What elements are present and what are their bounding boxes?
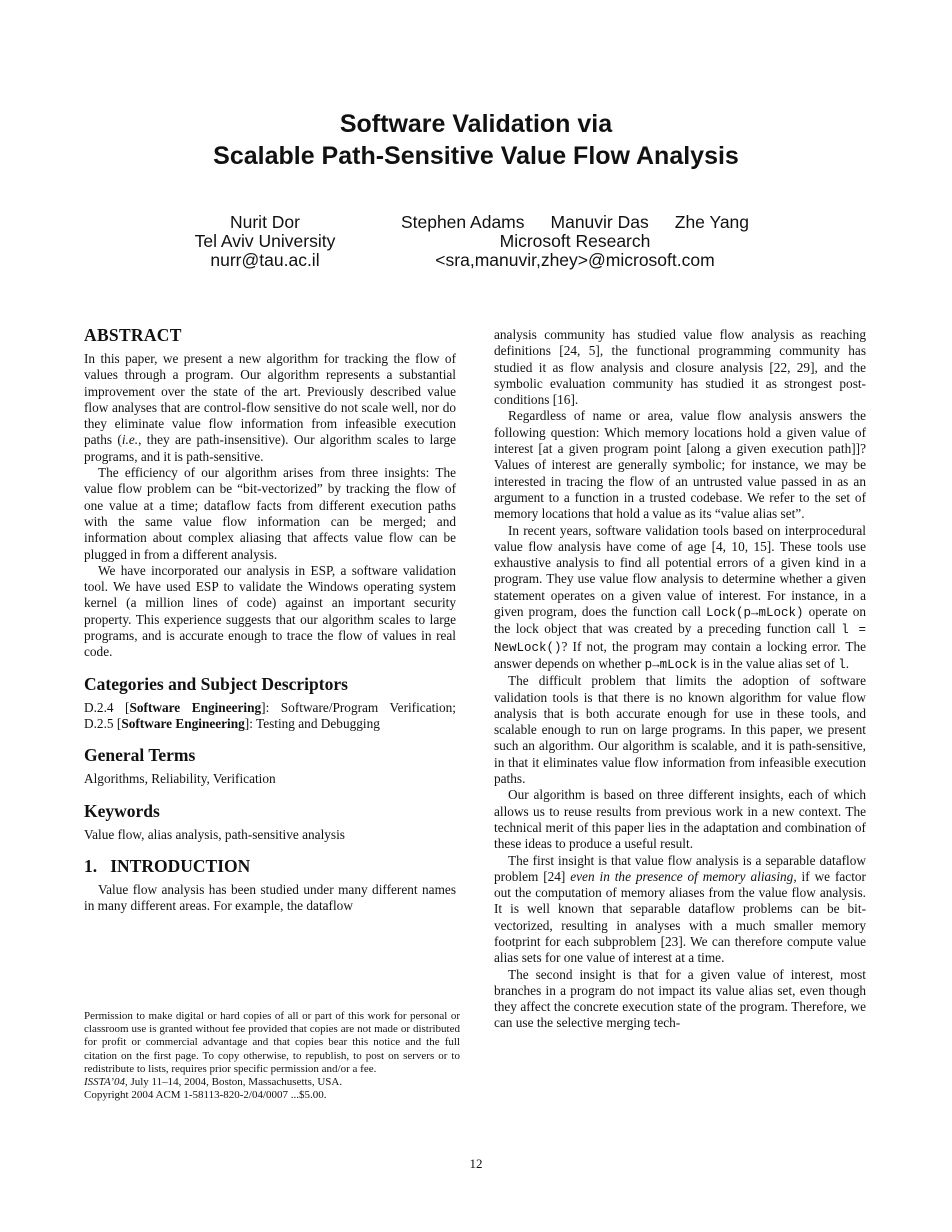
acm-copyright: Copyright 2004 ACM 1-58113-820-2/04/0007 ...$5.00. [84,1089,327,1102]
categories-heading: Categories and Subject Descriptors [84,673,348,694]
intro-paragraph: In recent years, software validation tools based on interprocedural value flow analysis have come of age [4, 10, 15]. These tools use exhaustive analysis to find all potential errors of a given kind in a program. They use value flow analysis to determine whether a given statement operates on a given value of interest. For instance, in a given program, does the function call Lock(p→mLock) operate on the lock object that was created by a preceding function call l = NewLock()? If not, the program may contain a locking error. The answer depends on whether p→mLock is in the value alias set of l. [494,522,866,672]
author-name: Zhe Yang [674,212,750,232]
intro-paragraph: Regardless of name or area, value flow analysis answers the following question: Which memory locations hold a given value of interest [at a given program point [along a given execution path]]? Values of interest are generally symbolic; for instance, we may be interested in tracing the flow of an untrusted value passed in as an argument to a function in a trusted codebase. We refer to the set of memory locations that hold a value as its “value alias set”. [494,408,866,522]
intro-paragraph: Value flow analysis has been studied under many different names in many different areas. For example, the dataflow [84,881,456,914]
left-column [84,325,456,914]
abstract-paragraph: The efficiency of our algorithm arises from three insights: The value flow problem can be “bit-vectorized” by tracking the flow of one value at a time; dataflow facts from different execution paths with the same value flow information can be merged; and information about complex aliasing that affects value flow can be plugged in from a different analysis. [84,465,456,562]
author-affiliation: Microsoft Research [499,231,651,251]
general-terms-heading: General Terms [84,745,196,766]
code-snippet: Lock(p→mLock) [706,606,804,621]
general-terms-text: Algorithms, Reliability, Verification [84,771,276,787]
intro-paragraph: The first insight is that value flow analysis is a separable dataflow problem [24] even in the presence of memory aliasing, if we factor out the computation of memory aliases from the value flow analysis. It is well known that separable dataflow problems can be bit-vectorized, resulting in analyses with a much smaller memory footprint for each subproblem [23]. We can therefore compute value alias sets for one value of interest at a time. [494,852,866,966]
author-block-msr [370,213,780,270]
abstract-paragraph: We have incorporated our analysis in ESP, a software validation tool. We have used ESP to validate the Windows operating system kernel (a million lines of code) against an important security property. This experience suggests that our algorithm scales to large programs, and is accurate enough to trace the flow of values in real code. [84,562,456,660]
code-snippet: p→mLock [644,657,698,672]
code-snippet: l = NewLock() [494,623,866,655]
keywords-text: Value flow, alias analysis, path-sensitive analysis [84,826,345,842]
author-name: Manuvir Das [550,212,649,232]
intro-paragraph: The second insight is that for a given value of interest, most branches in a program do not impact its value alias set, even though they affect the concrete execution state of the program. Therefore, we can use the selective merging tech- [494,966,866,1031]
keywords-heading: Keywords [84,800,160,821]
intro-paragraph: Our algorithm is based on three different insights, each of which allows us to reuse results from previous work in a new context. The technical merit of this paper lies in the adaptation and combination of these ideas to produce a useful result. [494,787,866,852]
author-name: Stephen Adams [400,212,525,232]
author-name: Nurit Dor [229,212,300,232]
author-block-tau [150,213,380,270]
intro-paragraph: The difficult problem that limits the adoption of software validation tools is that there is no known algorithm for value flow analysis that is both accurate enough for use in these tools, and scalable enough to run on large programs. In this paper, we present such an algorithm. Our algorithm is scalable, and it is path-sensitive, in that it eliminates value flow information from infeasible execution paths. [494,673,866,787]
introduction-heading: 1. INTRODUCTION [84,855,251,876]
abstract-paragraph: In this paper, we present a new algorithm for tracking the flow of values through a program. Our algorithm represents a substantial improvement over the state of the art. Previously described value flow analyses that are control-flow sensitive do not scale well, nor do they eliminate value flow information from infeasible execution paths (i.e., they are path-insensitive). Our algorithm scales to large programs, and it is path-sensitive. [84,351,457,464]
author-affiliation: Tel Aviv University [194,231,336,251]
paper-title [0,108,952,172]
author-email: <sra,manuvir,zhey>@microsoft.com [435,250,715,270]
venue-line: ISSTA’04, July 11–14, 2004, Boston, Massachusetts, USA. [84,1076,343,1089]
copyright-notice [84,1010,460,1102]
page-number: 12 [469,1156,483,1171]
author-names [370,213,780,232]
intro-paragraph: analysis community has studied value flow analysis as reaching definitions [24, 5], the functional programming community has studied it as flow analysis and closure analysis [22, 29], and the symbolic evaluation community has studied it as strongest post-conditions [16]. [494,327,866,408]
right-column [494,327,866,1032]
code-snippet: l [838,657,846,672]
permission-text: Permission to make digital or hard copies of all or part of this work for personal or classroom use is granted without fee provided that copies are not made or distributed for profit or commercial advantage and that copies bear this notice and the full citation on the first page. To copy otherwise, to republish, to post on servers or to redistribute to lists, requires prior specific permission and/or a fee. [84,1010,460,1075]
abstract-heading: ABSTRACT [84,325,182,345]
title-line-2: Scalable Path-Sensitive Value Flow Analysis [213,142,739,170]
categories-text: D.2.4 [Software Engineering]: Software/Program Verification; D.2.5 [Software Engineering]: Testing and Debugging [84,699,456,731]
title-line-1: Software Validation via [339,110,613,138]
author-email: nurr@tau.ac.il [210,250,320,270]
